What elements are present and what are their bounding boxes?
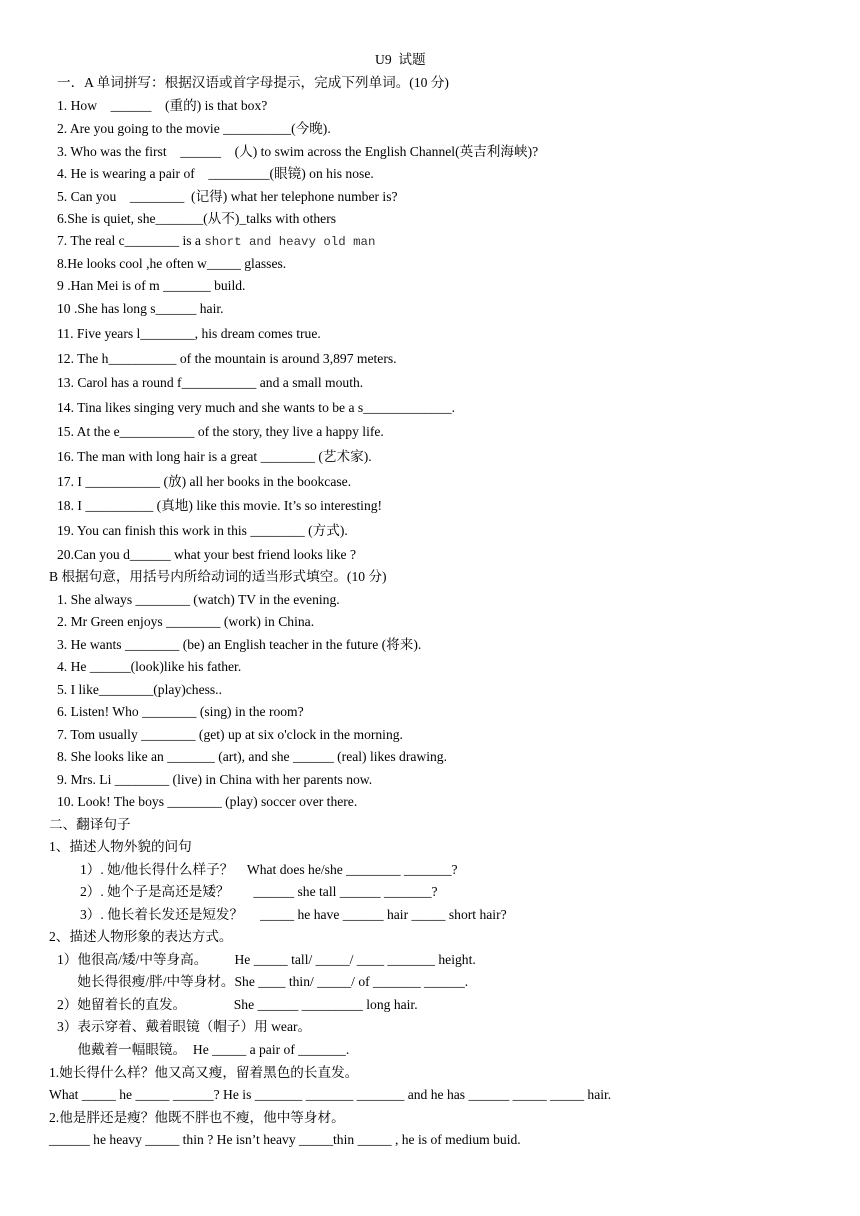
- final-question: 2.他是胖还是瘦？他既不胖也不瘦，他中等身材。: [49, 1110, 345, 1125]
- section1-heading: 一．A 单词拼写：根据汉语或首字母提示，完成下列单词。(10 分): [57, 75, 449, 90]
- part-b-item: 3. He wants ________ (be) an English teacher in the future (将来).: [57, 637, 422, 652]
- section2-2-item: 3）表示穿着、戴着眼镜（帽子）用 wear。: [57, 1019, 312, 1034]
- part-a-item: 11. Five years l________, his dream comes true.: [57, 326, 321, 341]
- part-a-item: 3. Who was the first ______ (人) to swim across the English Channel(英吉利海峡)?: [57, 144, 539, 159]
- part-b-item: 7. Tom usually ________ (get) up at six o'clock in the morning.: [57, 727, 403, 742]
- part-a-item: 12. The h__________ of the mountain is around 3,897 meters.: [57, 351, 397, 366]
- part-b-item: 8. She looks like an _______ (art), and she ______ (real) likes drawing.: [57, 749, 447, 764]
- section2-1-item: 3）. 他长着长发还是短发？ _____ he have ______ hair _____ short hair?: [80, 907, 507, 922]
- section2-2-item: 1）他很高/矮/中等身高。 He _____ tall/ _____/ ____ _______ height.: [57, 952, 476, 967]
- part-b-item: 1. She always ________ (watch) TV in the evening.: [57, 592, 340, 607]
- final-answer: What _____ he _____ ______? He is _______ _______ _______ and he has ______ _____ _____ hair.: [49, 1087, 612, 1102]
- section2-2-item: 2）她留着长的直发。 She ______ _________ long hair.: [57, 997, 418, 1012]
- section2-2-item: 他戴着一幅眼镜。 He _____ a pair of _______.: [57, 1042, 350, 1057]
- part-b-item: 2. Mr Green enjoys ________ (work) in China.: [57, 614, 315, 629]
- part-b-item: 4. He ______(look)like his father.: [57, 659, 242, 674]
- part-a-item: 4. He is wearing a pair of _________(眼镜) on his nose.: [57, 166, 374, 181]
- part-a-item: 2. Are you going to the movie __________(今晚).: [57, 121, 331, 136]
- section2-2-heading: 2、描述人物形象的表达方式。: [49, 929, 233, 944]
- part-a-item: 19. You can finish this work in this ________ (方式).: [57, 523, 348, 538]
- part-b-item: 9. Mrs. Li ________ (live) in China with her parents now.: [57, 772, 373, 787]
- section2-2-item: 她长得很瘦/胖/中等身材。She ____ thin/ _____/ of _______ ______.: [57, 974, 469, 989]
- page-title: U9 试题: [375, 52, 426, 67]
- final-question: 1.她长得什么样？他又高又瘦，留着黑色的长直发。: [49, 1065, 359, 1080]
- part-b-item: 10. Look! The boys ________ (play) soccer over there.: [57, 794, 358, 809]
- section2-1-heading: 1、描述人物外貌的问句: [49, 839, 192, 854]
- part-a-item-7-mono: short and heavy old man: [204, 235, 376, 249]
- part-a-item: 9 .Han Mei is of m _______ build.: [57, 278, 246, 293]
- part-a-item: 13. Carol has a round f___________ and a small mouth.: [57, 375, 364, 390]
- part-a-item: 1. How ______ (重的) is that box?: [57, 98, 268, 113]
- part-b-heading: B 根据句意，用括号内所给动词的适当形式填空。(10 分): [49, 569, 387, 584]
- part-a-item: 10 .She has long s______ hair.: [57, 301, 224, 316]
- part-b-item: 6. Listen! Who ________ (sing) in the room?: [57, 704, 304, 719]
- part-a-item: 17. I ___________ (放) all her books in the bookcase.: [57, 474, 352, 489]
- part-a-item: 6.She is quiet, she_______(从不)_talks with others: [57, 211, 337, 226]
- part-a-item: 5. Can you ________ (记得) what her telephone number is?: [57, 189, 398, 204]
- part-a-item: 15. At the e___________ of the story, they live a happy life.: [57, 424, 384, 439]
- part-b-item: 5. I like________(play)chess..: [57, 682, 222, 697]
- section2-heading: 二、翻译句子: [49, 817, 131, 832]
- section2-1-item: 2）. 她个子是高还是矮？ ______ she tall ______ _______?: [80, 884, 438, 899]
- part-a-item: 8.He looks cool ,he often w_____ glasses.: [57, 256, 287, 271]
- final-answer: ______ he heavy _____ thin ? He isn’t heavy _____thin _____ , he is of medium buid.: [49, 1132, 521, 1147]
- part-a-item: 18. I __________ (真地) like this movie. It’s so interesting!: [57, 498, 383, 513]
- part-a-item: 20.Can you d______ what your best friend looks like ?: [57, 547, 357, 562]
- part-a-item: 14. Tina likes singing very much and she wants to be a s_____________.: [57, 400, 455, 415]
- part-a-item: [57, 233, 375, 250]
- part-a-item-7-text: 7. The real c________ is a: [57, 233, 205, 248]
- section2-1-item: 1）. 她/他长得什么样子？ What does he/she ________ _______?: [80, 862, 458, 877]
- part-a-item: 16. The man with long hair is a great ________ (艺术家).: [57, 449, 372, 464]
